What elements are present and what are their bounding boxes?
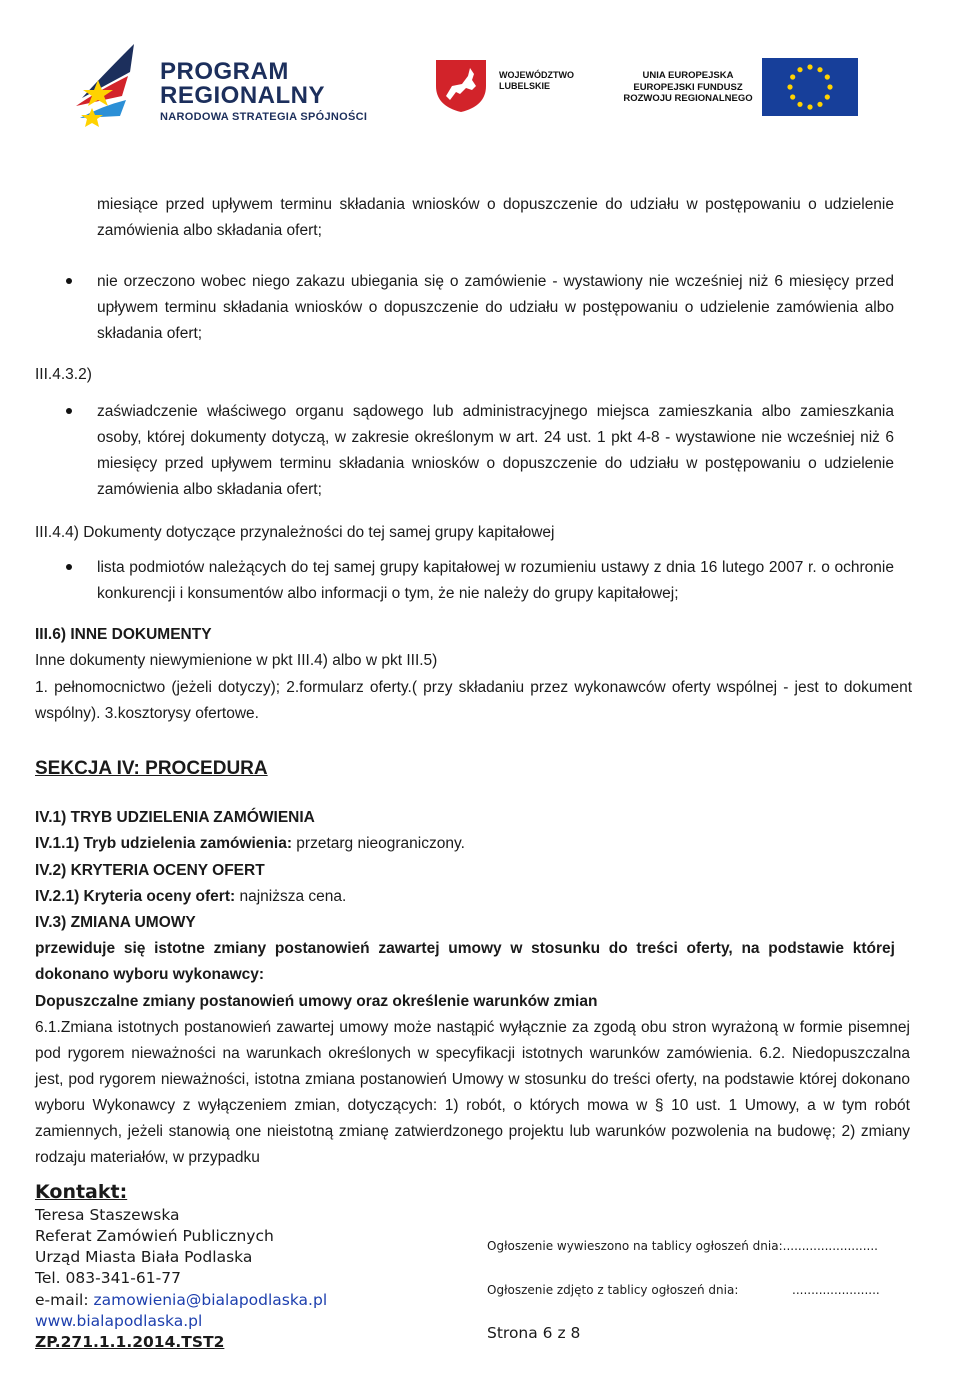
bullet-item-certificate: zaświadczenie właściwego organu sądowego lub administracyjnego miejsca zamieszkania albo zamieszkania osoby, której dokumenty dotyczą, w zakresie określonym w art. 24 ust. 1 pkt 4-8 - wystawione nie wcześniej niż 6 miesięcy przed upływem terminu składania wniosków o dopuszczenie do udziału w postępowaniu o udzielenie zamówienia albo składania ofert;: [97, 403, 894, 498]
iv-3-allowed-changes-heading: Dopuszczalne zmiany postanowień umowy oraz określenie warunków zmian: [35, 993, 598, 1010]
iv-2-1-label: IV.2.1) Kryteria oceny ofert:: [35, 888, 236, 905]
iv-1-1-line: [35, 831, 465, 857]
section-iv-title: SEKCJA IV: PROCEDURA: [35, 758, 268, 779]
iv-3-paragraph: 6.1.Zmiana istotnych postanowień zawartej umowy może nastąpić wyłącznie za zgodą obu stron wyrażoną w formie pisemnej pod rygorem nieważności na warunkach określonych w specyfikacji istotnych warunków zamówienia. 6.2. Niedopuszczalna jest, pod rygorem nieważności, istotna zmiana postanowień Umowy w stosunku do treści oferty, na podstawie której dokonano wyboru Wykonawcy z wyłączeniem zmian, dotyczących: 1) robót, o których mowa w § 10 ust. 1 Umowy, a w tym robót zamiennych, jeżeli stanowią one nieistotną zmianę zatwierdzonego projektu lub warunków pozwolenia na budowę; 2) zmiany rodzaju materiałów, w przypadku: [35, 1019, 910, 1166]
removed-date-dots: .......................: [792, 1283, 880, 1297]
other-docs-line: Inne dokumenty niewymienione w pkt III.4) albo w pkt III.5): [35, 652, 438, 669]
section-label-3-2: III.4.3.2): [35, 366, 92, 383]
bullet-dot: [66, 408, 72, 414]
section-heading-3-4-4: III.4.4) Dokumenty dotyczące przynależności do tej samej grupy kapitałowej: [35, 524, 555, 541]
iv-1-1-value: przetarg nieograniczony.: [291, 835, 465, 852]
eu-text-line-1: UNIA EUROPEJSKA: [642, 70, 734, 81]
contact-phone: Tel. 083-341-61-77: [35, 1269, 181, 1287]
eu-flag-icon: [762, 58, 858, 116]
contact-department: Referat Zamówień Publicznych: [35, 1227, 274, 1245]
iv-3-bold-statement: przewiduje się istotne zmiany postanowień zawartej umowy w stosunku do treści oferty, na podstawie której dokonano wyboru wykonawcy:: [35, 940, 895, 983]
contact-email-link[interactable]: zamowienia@bialapodlaska.pl: [93, 1291, 328, 1309]
lubelskie-crest-icon: [432, 56, 490, 114]
removed-date-label: Ogłoszenie zdjęto z tablicy ogłoszeń dnia:: [487, 1283, 739, 1297]
bullet-dot: [66, 278, 72, 284]
posted-date-line: Ogłoszenie wywieszono na tablicy ogłoszeń dnia:.........................: [487, 1239, 878, 1253]
section-heading-3-6: III.6) INNE DOKUMENTY: [35, 626, 212, 643]
program-title-line-1: PROGRAM: [160, 58, 289, 85]
contact-name: Teresa Staszewska: [35, 1206, 180, 1224]
contact-website-link[interactable]: www.bialapodlaska.pl: [35, 1312, 203, 1330]
contact-email-label: e-mail:: [35, 1291, 94, 1309]
contact-office: Urząd Miasta Biała Podlaska: [35, 1248, 253, 1266]
contact-heading: Kontakt:: [35, 1181, 128, 1203]
bullet-item-ban: nie orzeczono wobec niego zakazu ubiegania się o zamówienie - wystawiony nie wcześniej niż 6 miesięcy przed upływem terminu składania wniosków o dopuszczenie do udziału w postępowaniu o udzielenie zamówienia albo składania ofert;: [97, 273, 894, 342]
lubelskie-text: WOJEWÓDZTWO LUBELSKIE: [499, 70, 574, 91]
iv-1-1-label: IV.1.1) Tryb udzielenia zamówienia:: [35, 835, 292, 852]
heading-iv-2: IV.2) KRYTERIA OCENY OFERT: [35, 862, 265, 879]
bullet-item-capital-group: lista podmiotów należących do tej samej grupy kapitałowej w rozumieniu ustawy z dnia 16 lutego 2007 r. o ochronie konkurencji i konsumentów albo informacji o tym, że nie należy do grupy kapitałowej;: [97, 559, 894, 602]
other-docs-paragraph: 1. pełnomocnictwo (jeżeli dotyczy); 2.formularz oferty.( przy składaniu przez wykonawców oferty wspólnej - jest to dokument wspólny). 3.kosztorysy ofertowe.: [35, 679, 912, 722]
iv-2-1-line: [35, 884, 346, 910]
contact-email-line: [35, 1290, 327, 1311]
program-subtitle: NARODOWA STRATEGIA SPÓJNOŚCI: [160, 111, 368, 123]
heading-iv-1: IV.1) TRYB UDZIELENIA ZAMÓWIENIA: [35, 809, 315, 826]
heading-iv-3: IV.3) ZMIANA UMOWY: [35, 914, 196, 931]
page-number: Strona 6 z 8: [487, 1324, 581, 1342]
program-title-line-2: REGIONALNY: [160, 82, 326, 109]
reference-number: ZP.271.1.1.2014.TST2: [35, 1333, 225, 1351]
program-title: [160, 60, 325, 108]
eu-text-line-3: ROZWOJU REGIONALNEGO: [623, 93, 753, 104]
eu-fund-text: [620, 70, 756, 105]
eu-text-line-2: EUROPEJSKI FUNDUSZ: [633, 81, 743, 93]
bullet-dot: [66, 564, 72, 570]
continued-paragraph: miesiące przed upływem terminu składania wniosków o dopuszczenie do udziału w postępowaniu o udzielenie zamówienia albo składania ofert;: [97, 196, 894, 239]
iv-2-1-value: najniższa cena.: [235, 888, 347, 905]
star-swoosh-icon: [72, 36, 162, 136]
